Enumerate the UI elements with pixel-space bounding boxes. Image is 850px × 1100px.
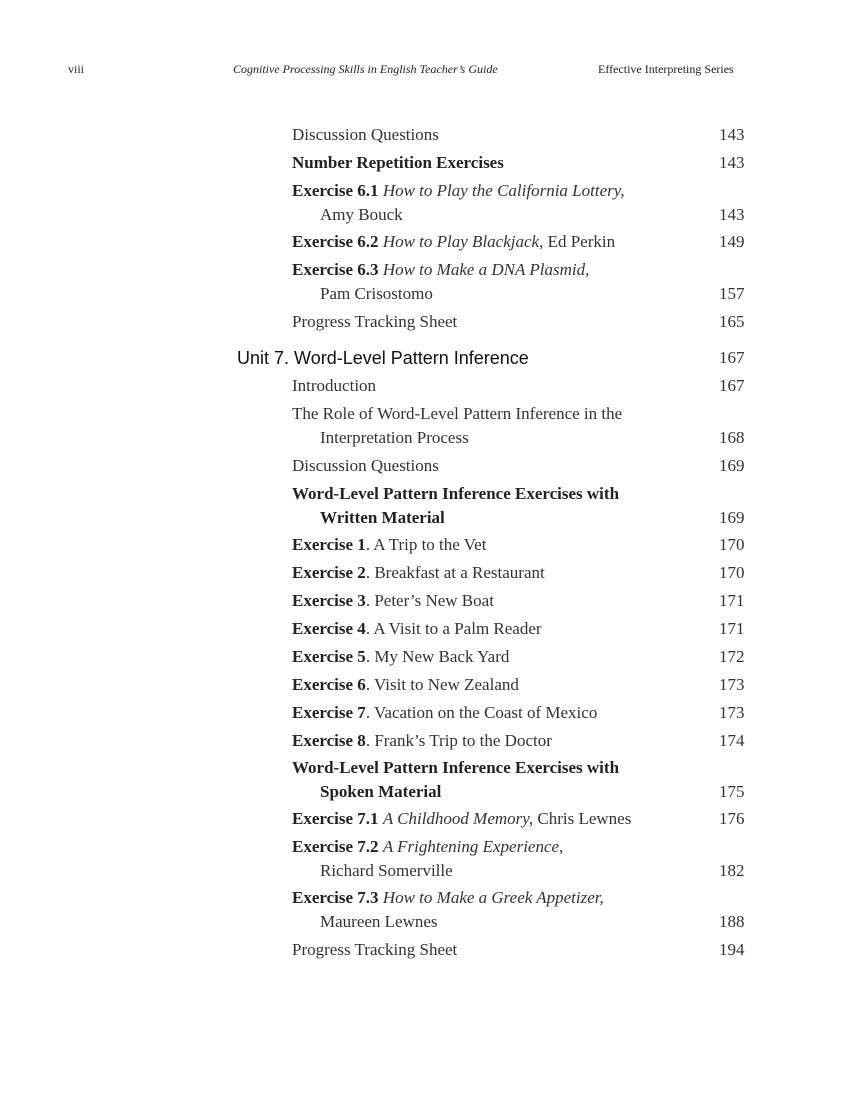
toc-entry-label: Introduction — [292, 376, 377, 395]
exercise-author: Pam Crisostomo — [320, 284, 433, 303]
toc-page-number: 157 — [719, 284, 745, 303]
section-title-continued: Written Material — [320, 508, 445, 527]
exercise-number: Exercise 5 — [292, 647, 366, 666]
toc-page-number: 171 — [719, 591, 745, 610]
toc-entry-exercise-6-1 — [292, 179, 747, 227]
exercise-number: Exercise 6.3 — [292, 260, 379, 279]
toc-entry-exercise-4 — [292, 617, 747, 641]
exercise-title: How to Play Blackjack, — [382, 232, 544, 251]
toc-page-number: 167 — [719, 348, 745, 367]
exercise-title: . A Visit to a Palm Reader — [365, 619, 542, 638]
toc-entry-exercise-7-1 — [292, 807, 747, 831]
toc-entry-number-repetition — [292, 151, 747, 175]
toc-entry-exercise-6 — [292, 673, 747, 697]
exercise-number: Exercise 6.1 — [292, 181, 379, 200]
toc-page-number: 149 — [719, 232, 745, 251]
toc-page-number: 174 — [719, 731, 745, 750]
toc-entry-label-continued: Interpretation Process — [320, 428, 469, 447]
toc-entry-progress-tracking-2 — [292, 938, 747, 962]
toc-page-number: 173 — [719, 703, 745, 722]
toc-page-number: 171 — [719, 619, 745, 638]
toc-entry-exercise-7-3 — [292, 886, 747, 934]
exercise-title: A Frightening Experience, — [382, 837, 564, 856]
toc-entry-exercise-3 — [292, 589, 747, 613]
book-title: Cognitive Processing Skills in English Teacher’s Guide — [233, 62, 498, 76]
exercise-title: . Breakfast at a Restaurant — [365, 563, 545, 582]
exercise-number: Exercise 8 — [292, 731, 366, 750]
toc-page-number: 175 — [719, 782, 745, 801]
exercise-number: Exercise 4 — [292, 619, 366, 638]
exercise-number: Exercise 1 — [292, 535, 366, 554]
exercise-title: A Childhood Memory, — [382, 809, 534, 828]
toc-page-number: 168 — [719, 428, 745, 447]
toc-page-number: 165 — [719, 312, 745, 331]
exercise-title: How to Make a DNA Plasmid, — [382, 260, 590, 279]
toc-entry-discussion-questions — [292, 123, 747, 147]
toc-page-number: 167 — [719, 376, 745, 395]
exercise-title: . Peter’s New Boat — [365, 591, 494, 610]
toc-page-number: 169 — [719, 508, 745, 527]
toc-entry-exercise-5 — [292, 645, 747, 669]
exercise-number: Exercise 7.1 — [292, 809, 379, 828]
toc-entry-label: Number Repetition Exercises — [292, 153, 504, 172]
exercise-author: Maureen Lewnes — [320, 912, 438, 931]
toc-page-number: 143 — [719, 205, 745, 224]
exercise-title: How to Make a Greek Appetizer, — [382, 888, 604, 907]
exercise-number: Exercise 6.2 — [292, 232, 379, 251]
toc-entry-exercise-6-2 — [292, 230, 747, 254]
section-title: Word-Level Pattern Inference Exercises with — [292, 484, 620, 503]
toc-entry-spoken-material — [292, 756, 747, 804]
exercise-number: Exercise 6 — [292, 675, 366, 694]
unit-7-heading — [237, 346, 747, 370]
toc-entry-exercise-8 — [292, 729, 747, 753]
exercise-author: Richard Somerville — [320, 861, 453, 880]
running-header — [0, 62, 850, 80]
toc-entry-label: Discussion Questions — [292, 456, 439, 475]
exercise-number: Exercise 2 — [292, 563, 366, 582]
exercise-title: . Frank’s Trip to the Doctor — [365, 731, 552, 750]
exercise-number: Exercise 7 — [292, 703, 366, 722]
toc-entry-label: Progress Tracking Sheet — [292, 312, 458, 331]
toc-page-number: 173 — [719, 675, 745, 694]
exercise-author: Ed Perkin — [547, 232, 616, 251]
toc-entry-exercise-6-3 — [292, 258, 747, 306]
toc-entry-exercise-7-2 — [292, 835, 747, 883]
page-number: viii — [68, 62, 85, 76]
exercise-number: Exercise 7.3 — [292, 888, 379, 907]
exercise-title: . Visit to New Zealand — [365, 675, 519, 694]
toc-entry-role — [292, 402, 747, 450]
exercise-number: Exercise 3 — [292, 591, 366, 610]
exercise-author: Chris Lewnes — [537, 809, 632, 828]
toc-page-number: 143 — [719, 153, 745, 172]
toc-entry-label: Discussion Questions — [292, 125, 439, 144]
toc-page-number: 143 — [719, 125, 745, 144]
exercise-title: How to Play the California Lottery, — [382, 181, 625, 200]
toc-entry-exercise-1 — [292, 533, 747, 557]
unit-title: Unit 7. Word-Level Pattern Inference — [237, 348, 529, 368]
toc-entry-introduction — [292, 374, 747, 398]
exercise-number: Exercise 7.2 — [292, 837, 379, 856]
toc-page-number: 170 — [719, 563, 745, 582]
toc-page-number: 194 — [719, 940, 745, 959]
exercise-title: . My New Back Yard — [365, 647, 510, 666]
series-name: Effective Interpreting Series — [598, 62, 734, 76]
toc-entry-progress-tracking — [292, 310, 747, 334]
toc-page-number: 176 — [719, 809, 745, 828]
section-title-continued: Spoken Material — [320, 782, 442, 801]
exercise-title: . Vacation on the Coast of Mexico — [365, 703, 598, 722]
exercise-author: Amy Bouck — [320, 205, 403, 224]
toc-page-number: 188 — [719, 912, 745, 931]
toc-entry-discussion-questions-2 — [292, 454, 747, 478]
toc-entry-written-material — [292, 482, 747, 530]
toc-entry-label: Progress Tracking Sheet — [292, 940, 458, 959]
toc-entry-label: The Role of Word-Level Pattern Inference in the — [292, 404, 623, 423]
toc-entry-exercise-2 — [292, 561, 747, 585]
toc-page-number: 172 — [719, 647, 745, 666]
toc-page-number: 182 — [719, 861, 745, 880]
exercise-title: . A Trip to the Vet — [365, 535, 487, 554]
toc-page-number: 169 — [719, 456, 745, 475]
toc-page-number: 170 — [719, 535, 745, 554]
section-title: Word-Level Pattern Inference Exercises with — [292, 758, 620, 777]
toc-entry-exercise-7 — [292, 701, 747, 725]
